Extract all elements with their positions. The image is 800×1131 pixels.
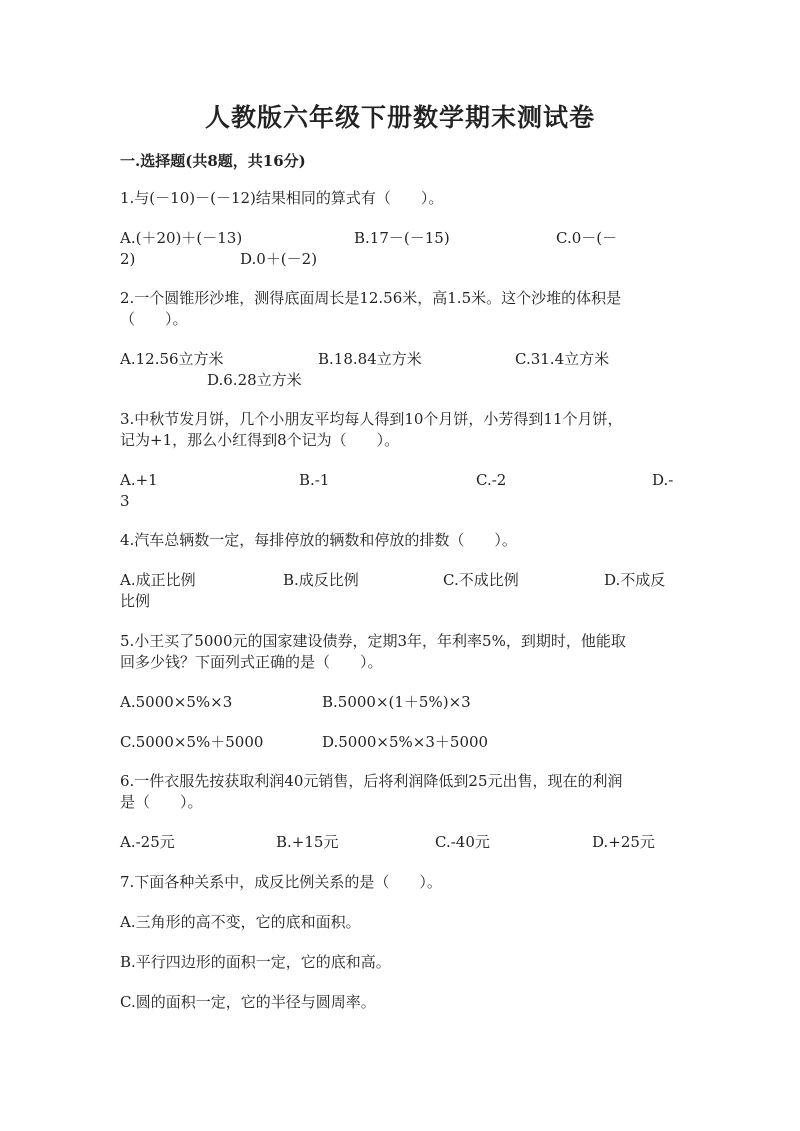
q4-option-a: A.成正比例 [120, 571, 196, 589]
q6-stem-line1: 6.一件衣服先按获取利润40元销售，后将利润降低到25元出售，现在的利润 [120, 772, 623, 790]
q1-option-b: B.17－(－15) [354, 229, 450, 247]
q5-option-a: A.5000×5%×3 [120, 693, 233, 711]
q7-option-c: C.圆的面积一定，它的半径与圆周率。 [120, 993, 376, 1011]
q3-option-b: B.-1 [299, 471, 330, 489]
q5-option-b: B.5000×(1＋5%)×3 [322, 693, 471, 711]
q4-option-c: C.不成比例 [443, 571, 519, 589]
q2-option-c: C.31.4立方米 [515, 350, 610, 368]
q1-option-c: C.0－(－ [556, 229, 618, 247]
q6-option-b: B.+15元 [276, 833, 339, 851]
q4-option-d-continued: 比例 [120, 592, 151, 610]
q4-option-b: B.成反比例 [283, 571, 359, 589]
q3-option-d: D.- [652, 471, 674, 489]
q3-option-c: C.-2 [476, 471, 507, 489]
q6-stem-line2: 是（ ）。 [120, 793, 203, 811]
q2-option-b: B.18.84立方米 [318, 350, 422, 368]
q3-option-a: A.+1 [120, 471, 158, 489]
q1-stem: 1.与(－10)－(－12)结果相同的算式有（ ）。 [120, 189, 444, 207]
q7-stem: 7.下面各种关系中，成反比例关系的是（ ）。 [120, 873, 442, 891]
q4-option-d: D.不成反 [604, 571, 666, 589]
q2-stem-line2: （ ）。 [120, 310, 188, 328]
q4-stem: 4.汽车总辆数一定，每排停放的辆数和停放的排数（ ）。 [120, 531, 517, 549]
q2-option-a: A.12.56立方米 [120, 350, 224, 368]
q6-option-a: A.-25元 [120, 833, 175, 851]
q6-option-d: D.+25元 [592, 833, 655, 851]
q7-option-a: A.三角形的高不变，它的底和面积。 [120, 913, 361, 931]
q5-option-c: C.5000×5%＋5000 [120, 733, 264, 751]
q3-option-d-continued: 3 [120, 492, 130, 510]
q5-stem-line2: 回多少钱？下面列式正确的是（ ）。 [120, 653, 383, 671]
q3-stem-line1: 3.中秋节发月饼，几个小朋友平均每人得到10个月饼，小芳得到11个月饼， [120, 410, 623, 428]
q6-option-c: C.-40元 [435, 833, 490, 851]
q7-option-b: B.平行四边形的面积一定，它的底和高。 [120, 953, 391, 971]
q2-stem-line1: 2.一个圆锥形沙堆，测得底面周长是12.56米，高1.5米。这个沙堆的体积是 [120, 289, 622, 307]
q1-option-a: A.(＋20)＋(－13) [120, 229, 243, 247]
q5-stem-line1: 5.小王买了5000元的国家建设债券，定期3年，年利率5%，到期时，他能取 [120, 632, 626, 650]
q1-option-c-continued: 2) [120, 250, 136, 268]
section-heading: 一.选择题(共8题，共16分) [120, 152, 306, 170]
q2-option-d: D.6.28立方米 [207, 371, 302, 389]
page-title: 人教版六年级下册数学期末测试卷 [204, 103, 595, 132]
q1-option-d: D.0＋(－2) [240, 250, 318, 268]
q3-stem-line2: 记为+1，那么小红得到8个记为（ ）。 [120, 431, 400, 449]
q5-option-d: D.5000×5%×3＋5000 [322, 733, 489, 751]
